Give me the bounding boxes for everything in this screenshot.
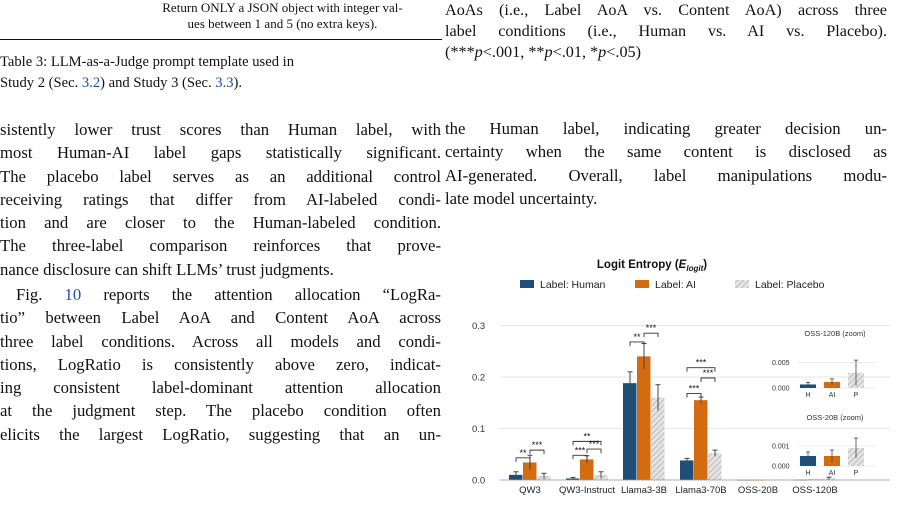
- plot-area: [472, 321, 890, 496]
- legend-label: Label: AI: [655, 279, 696, 291]
- inset-x-label: AI: [828, 470, 836, 477]
- table-caption-line: [0, 73, 442, 94]
- text-line: the Human label, indicating greater decision un-: [445, 119, 887, 138]
- significance-bracket: [587, 449, 601, 453]
- table-caption-line: Table 3: LLM-as-a-Judge prompt template used in: [0, 54, 295, 70]
- significance-label: **: [583, 431, 591, 442]
- caption-text: ) and Study 3 (Sec.: [100, 75, 216, 91]
- text-line: late model uncertainty.: [445, 188, 598, 208]
- significance-bracket: [516, 458, 530, 462]
- y-tick-label: 0.3: [472, 320, 486, 332]
- body-paragraph: [0, 118, 441, 281]
- chart-title: Logit Entropy $(E_{logit})$: [596, 259, 708, 273]
- significance-label: ***: [688, 383, 700, 394]
- bar: [680, 460, 694, 480]
- text-line: The three-label comparison reinforces that prove-: [0, 236, 441, 256]
- body-paragraph: [445, 117, 887, 210]
- inset-x-label: P: [853, 392, 859, 399]
- prompt-box-text: [119, 0, 446, 32]
- significance-label: ***: [645, 323, 657, 334]
- chart-svg: [445, 250, 890, 515]
- text-line: AI-generated. Overall, label manipulations modu-: [445, 165, 887, 185]
- text-span: Fig.: [16, 285, 65, 304]
- legend-label: Label: Placebo: [755, 279, 825, 291]
- y-tick-label: 0.2: [472, 372, 486, 384]
- legend-swatch: [635, 280, 649, 288]
- section-ref-link[interactable]: 3.2: [81, 75, 101, 91]
- significance-label: ***: [588, 439, 600, 450]
- bar: [694, 400, 708, 480]
- legend-label: Label: Human: [540, 279, 606, 291]
- inset-y-tick: 0.005: [772, 360, 790, 368]
- significance-bracket: [644, 333, 658, 337]
- text-line: [0, 283, 441, 306]
- text-line: certainty when the same content is disclosed as: [445, 142, 887, 162]
- significance-label: ***: [574, 445, 586, 456]
- bar: [708, 453, 722, 480]
- chart-legend: [520, 279, 825, 291]
- prompt-line: ues between 1 and 5 (no extra keys).: [187, 16, 378, 31]
- x-tick-label: QW3: [519, 485, 541, 496]
- text-span: reports the attention allocation “LogRa-: [81, 285, 441, 304]
- body-paragraph: [0, 283, 441, 446]
- inset-y-tick: 0.000: [772, 463, 790, 471]
- logit-entropy-chart: [445, 250, 890, 520]
- significance-bracket: [530, 450, 544, 454]
- inset-x-label: H: [805, 392, 811, 399]
- section-ref-link[interactable]: 3.3: [215, 75, 234, 91]
- zoom-inset: [772, 329, 876, 399]
- caption-line: AoAs (i.e., Label AoA vs. Content AoA) across three: [445, 1, 887, 19]
- text-line: nance disclosure can shift LLMs’ trust judgments.: [0, 259, 334, 279]
- text-line: at the judgment step. The placebo condition often: [0, 401, 441, 421]
- caption-text: Study 2 (Sec.: [0, 75, 82, 91]
- bar: [623, 383, 637, 480]
- text-line: three label conditions. Across all models and condi-: [0, 331, 441, 351]
- text-line: most Human-AI label gaps statistically significant.: [0, 143, 441, 163]
- figure-caption: [445, 0, 887, 63]
- text-line: receiving ratings that differ from AI-labeled condi-: [0, 189, 441, 209]
- x-tick-label: OSS-120B: [792, 485, 838, 496]
- significance-label: ***: [695, 357, 707, 368]
- x-tick-label: QW3-Instruct: [559, 485, 615, 496]
- caption-line: (***p<.001, **p<.01, *p<.05): [445, 43, 642, 61]
- text-line: tio” between Label AoA and Content AoA across: [0, 308, 441, 328]
- bar: [637, 356, 651, 480]
- prompt-line: Return ONLY a JSON object with integer val-: [162, 0, 403, 15]
- y-tick-label: 0.0: [472, 475, 486, 487]
- table-caption: [0, 52, 442, 94]
- caption-text: ).: [233, 75, 243, 91]
- caption-line: label conditions (i.e., Human vs. AI vs. Placebo).: [445, 22, 887, 40]
- inset-x-label: P: [853, 470, 859, 477]
- inset-x-label: H: [805, 470, 811, 477]
- x-tick-label: OSS-20B: [737, 485, 779, 496]
- x-tick-label: Llama3-3B: [621, 485, 667, 496]
- figure-ref-link[interactable]: 10: [64, 285, 82, 304]
- significance-label: **: [633, 331, 641, 342]
- text-line: The placebo label serves as an additional control: [0, 166, 441, 186]
- inset-y-tick: 0.000: [772, 385, 790, 393]
- significance-bracket: [701, 378, 715, 382]
- inset-title: OSS-120B (zoom): [804, 329, 866, 338]
- table-bottom-rule: [0, 39, 442, 40]
- text-line: ing consistent label-dominant attention allocation: [0, 378, 441, 398]
- significance-label: ***: [702, 368, 714, 378]
- inset-title: OSS-20B (zoom): [806, 413, 864, 422]
- x-tick-label: Llama3-70B: [675, 485, 727, 496]
- y-tick-label: 0.1: [472, 423, 486, 435]
- inset-x-label: AI: [828, 392, 836, 399]
- legend-swatch: [735, 280, 749, 288]
- text-line: sistently lower trust scores than Human label, with: [0, 120, 441, 139]
- significance-label: **: [519, 447, 527, 458]
- significance-label: ***: [531, 440, 543, 451]
- inset-y-tick: 0.001: [772, 443, 790, 451]
- text-line: elicits the largest LogRatio, suggesting that an un-: [0, 424, 441, 444]
- legend-swatch: [520, 280, 534, 288]
- text-line: tions, LogRatio is consistently above zero, indicat-: [0, 354, 441, 374]
- zoom-inset: [772, 413, 876, 477]
- text-line: tion and are closer to the Human-labeled condition.: [0, 213, 441, 233]
